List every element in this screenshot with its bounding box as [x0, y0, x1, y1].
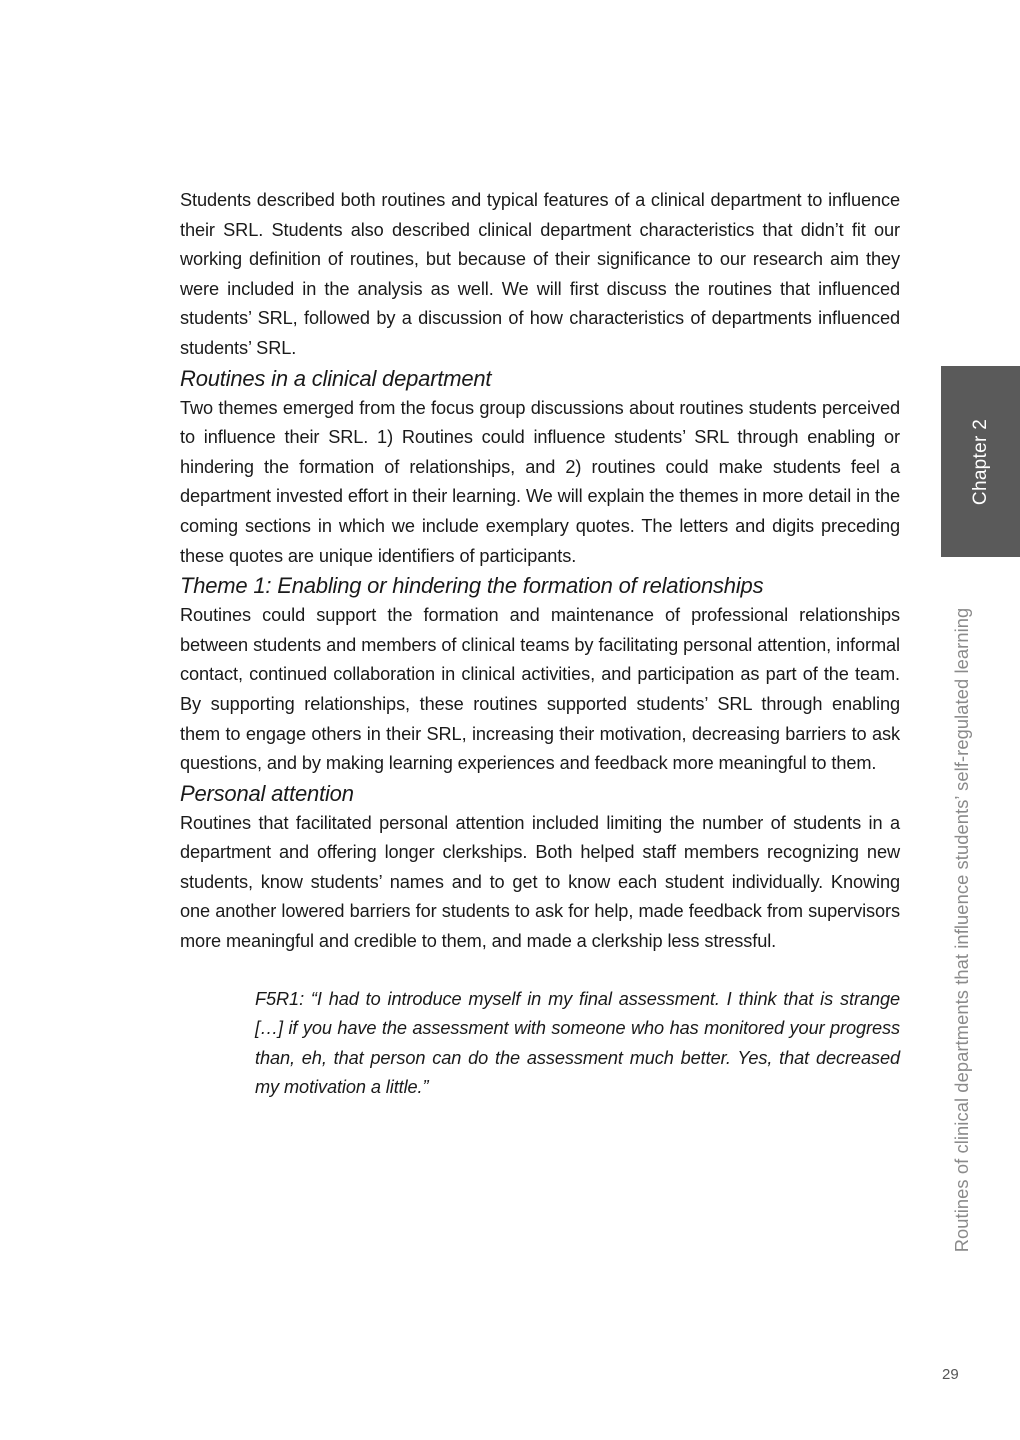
main-text [180, 186, 900, 1103]
theme1-heading: Theme 1: Enabling or hindering the formation of relationships [180, 573, 764, 599]
routines-heading: Routines in a clinical department [180, 365, 492, 391]
theme1-paragraph: Routines could support the formation and maintenance of professional relationships between students and members of clinical teams by facilitating personal attention, informal contact, continued collaboration in clinical activities, and participation as part of the team. By supporting relationships, these routines supported students’ SRL through enabling them to engage others in their SRL, increasing their motivation, decreasing barriers to ask questions, and by making learning experiences and feedback more meaningful to them. [180, 605, 900, 774]
chapter-tab-label: Chapter 2 [969, 418, 991, 505]
running-title: Routines of clinical departments that influence students’ self-regulated learning [951, 607, 972, 1253]
intro-paragraph: Students described both routines and typical features of a clinical department to influence their SRL. Students also described clinical department characteristics that didn’t fit our working definition of routines, but because of their significance to our research aim they were included in the analysis as well. We will first discuss the routines that influenced students’ SRL, followed by a discussion of how characteristics of departments influenced students’ SRL. [180, 190, 900, 358]
participant-quote: F5R1: “I had to introduce myself in my final assessment. I think that is strange […] if you have the assessment with someone who has monitored your progress than, eh, that person can do the assessment much better. Yes, that decreased my motivation a little.” [255, 988, 900, 1098]
personal-attention-paragraph: Routines that facilitated personal attention included limiting the number of students in a department and offering longer clerkships. Both helped staff members recognizing new students, know students’ names and to get to know each student individually. Knowing one another lowered barriers for students to ask for help, made feedback from supervisors more meaningful and credible to them, and made a clerkship less stressful. [180, 812, 900, 952]
routines-paragraph: Two themes emerged from the focus group discussions about routines students perceived to influence their SRL. 1) Routines could influence students’ SRL through enabling or hindering the formation of relationships, and 2) routines could make students feel a department invested effort in their learning. We will explain the themes in more detail in the coming sections in which we include exemplary quotes. The letters and digits preceding these quotes are unique identifiers of participants. [180, 397, 900, 566]
chapter-tab [941, 366, 1020, 557]
personal-attention-heading: Personal attention [180, 780, 354, 806]
page-number: 29 [942, 1366, 959, 1383]
